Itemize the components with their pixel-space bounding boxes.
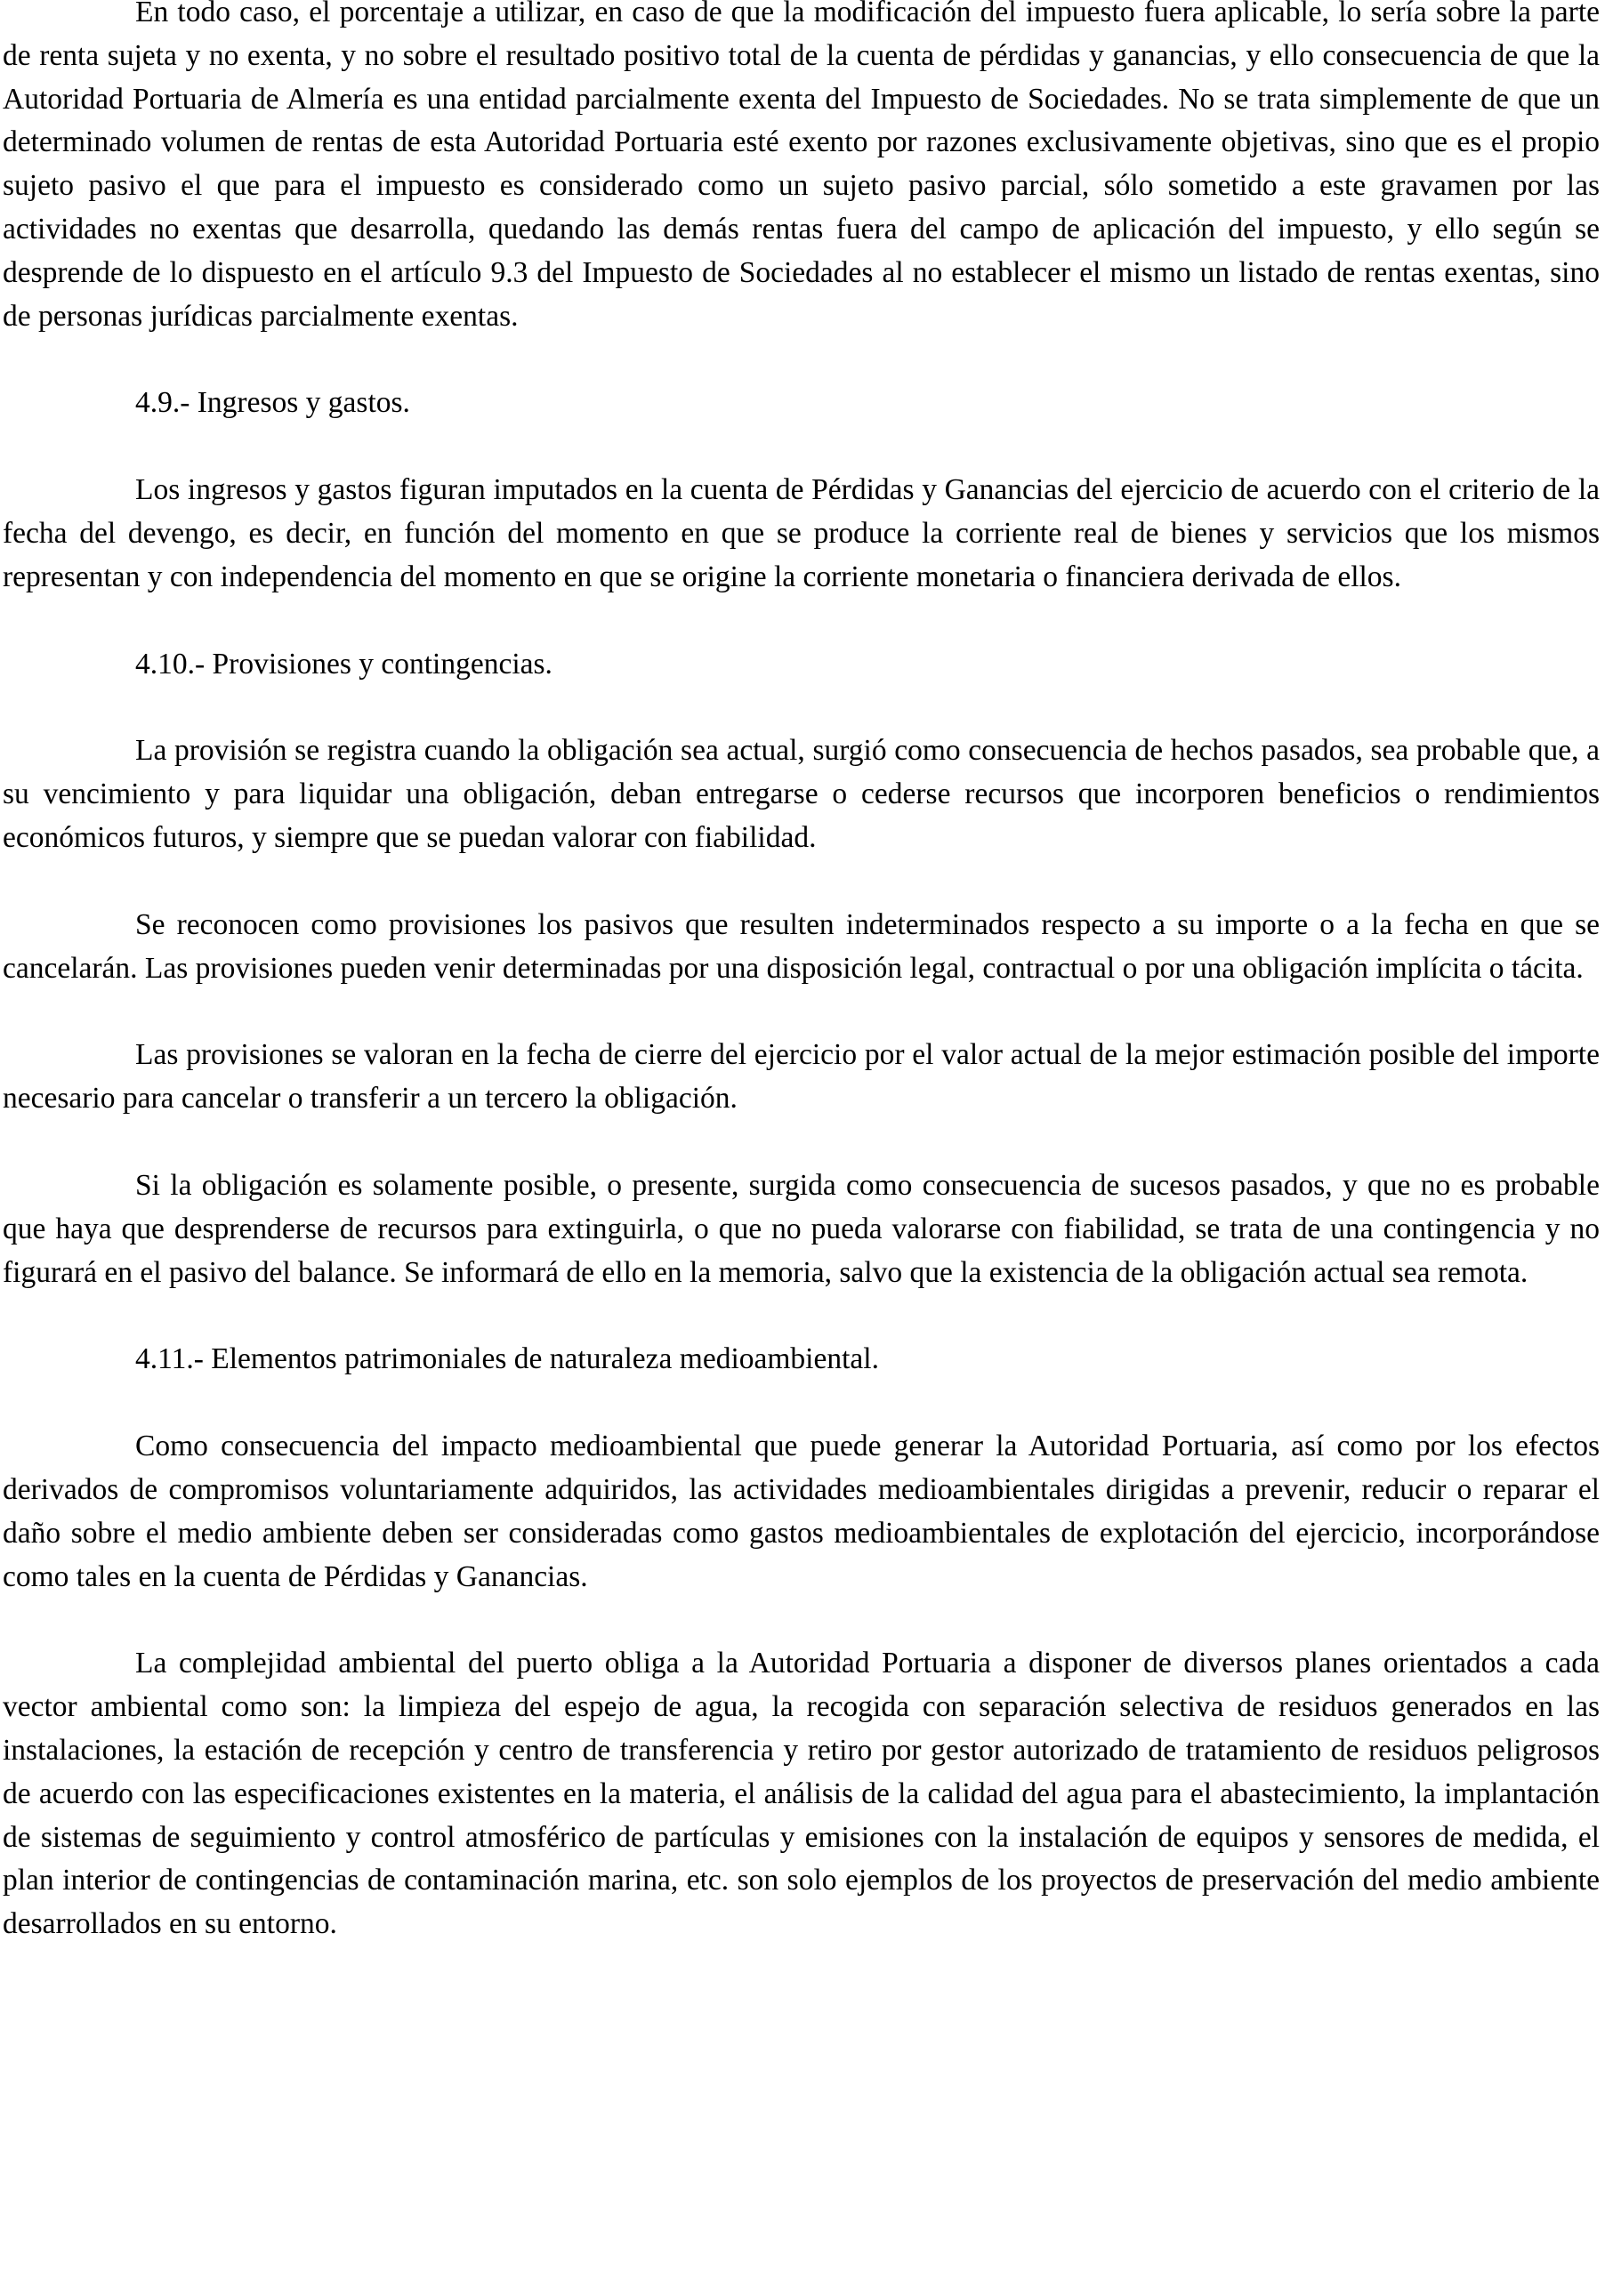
paragraph-income-expenses: Los ingresos y gastos figuran imputados en la cuenta de Pérdidas y Ganancias del ejercicio de acuerdo con el criterio de la fecha del devengo, es decir, en función del momento en que se produce la corriente real de bienes y servicios que los mismos representan y con independencia del momento en que se origine la corriente monetaria o financiera derivada de ellos. bbox=[3, 473, 1600, 593]
section-heading-environmental: 4.11.- Elementos patrimoniales de naturaleza medioambiental. bbox=[135, 1342, 879, 1376]
paragraph-provision-recognition: La provisión se registra cuando la obligación sea actual, surgió como consecuencia de hechos pasados, sea probable que, a su vencimiento y para liquidar una obligación, deban entregarse o cederse recursos que incorporen beneficios o rendimientos económicos futuros, y siempre que se puedan valorar con fiabilidad. bbox=[3, 734, 1600, 854]
paragraph-environmental-expenses: Como consecuencia del impacto medioambiental que puede generar la Autoridad Portuaria, así como por los efectos derivados de compromisos voluntariamente adquiridos, las actividades medioambientales dirigidas a prevenir, reducir o reparar el daño sobre el medio ambiente deben ser consideradas como gastos medioambientales de explotación del ejercicio, incorporándose como tales en la cuenta de Pérdidas y Ganancias. bbox=[3, 1430, 1600, 1593]
paragraph-environmental-plans: La complejidad ambiental del puerto obliga a la Autoridad Portuaria a disponer de diversos planes orientados a cada vector ambiental como son: la limpieza del espejo de agua, la recogida con separación selectiva de residuos generados en las instalaciones, la estación de recepción y centro de transferencia y retiro por gestor autorizado de tratamiento de residuos peligrosos de acuerdo con las especificaciones existentes en la materia, el análisis de la calidad del agua para el abastecimiento, la implantación de sistemas de seguimiento y control atmosférico de partículas y emisiones con la instalación de equipos y sensores de medida, el plan interior de contingencias de contaminación marina, etc. son solo ejemplos de los proyectos de preservación del medio ambiente desarrollados en su entorno. bbox=[3, 1647, 1600, 1941]
paragraph-provision-liabilities: Se reconocen como provisiones los pasivos que resulten indeterminados respecto a su importe o a la fecha en que se cancelarán. Las provisiones pueden venir determinadas por una disposición legal, contractual o por una obligación implícita o tácita. bbox=[3, 907, 1600, 985]
section-heading-income-expenses: 4.9.- Ingresos y gastos. bbox=[135, 386, 410, 420]
paragraph-provision-valuation: Las provisiones se valoran en la fecha de cierre del ejercicio por el valor actual de la mejor estimación posible del importe necesario para cancelar o transferir a un tercero la obligación. bbox=[3, 1038, 1600, 1116]
section-heading-provisions: 4.10.- Provisiones y contingencias. bbox=[135, 647, 552, 681]
paragraph-tax-exemption: En todo caso, el porcentaje a utilizar, en caso de que la modificación del impuesto fuera aplicable, lo sería sobre la parte de renta sujeta y no exenta, y no sobre el resultado positivo total de la cuenta de pérdidas y ganancias, y ello consecuencia de que la Autoridad Portuaria de Almería es una entidad parcialmente exenta del Impuesto de Sociedades. No se trata simplemente de que un determinado volumen de rentas de esta Autoridad Portuaria esté exento por razones exclusivamente objetivas, sino que es el propio sujeto pasivo el que para el impuesto es considerado como un sujeto pasivo parcial, sólo sometido a este gravamen por las actividades no exentas que desarrolla, quedando las demás rentas fuera del campo de aplicación del impuesto, y ello según se desprende de lo dispuesto en el artículo 9.3 del Impuesto de Sociedades al no establecer el mismo un listado de rentas exentas, sino de personas jurídicas parcialmente exentas. bbox=[3, 0, 1600, 333]
paragraph-contingencies: Si la obligación es solamente posible, o presente, surgida como consecuencia de sucesos pasados, y que no es probable que haya que desprenderse de recursos para extinguirla, o que no pueda valorarse con fiabilidad, se trata de una contingencia y no figurará en el pasivo del balance. Se informará de ello en la memoria, salvo que la existencia de la obligación actual sea remota. bbox=[3, 1168, 1600, 1289]
